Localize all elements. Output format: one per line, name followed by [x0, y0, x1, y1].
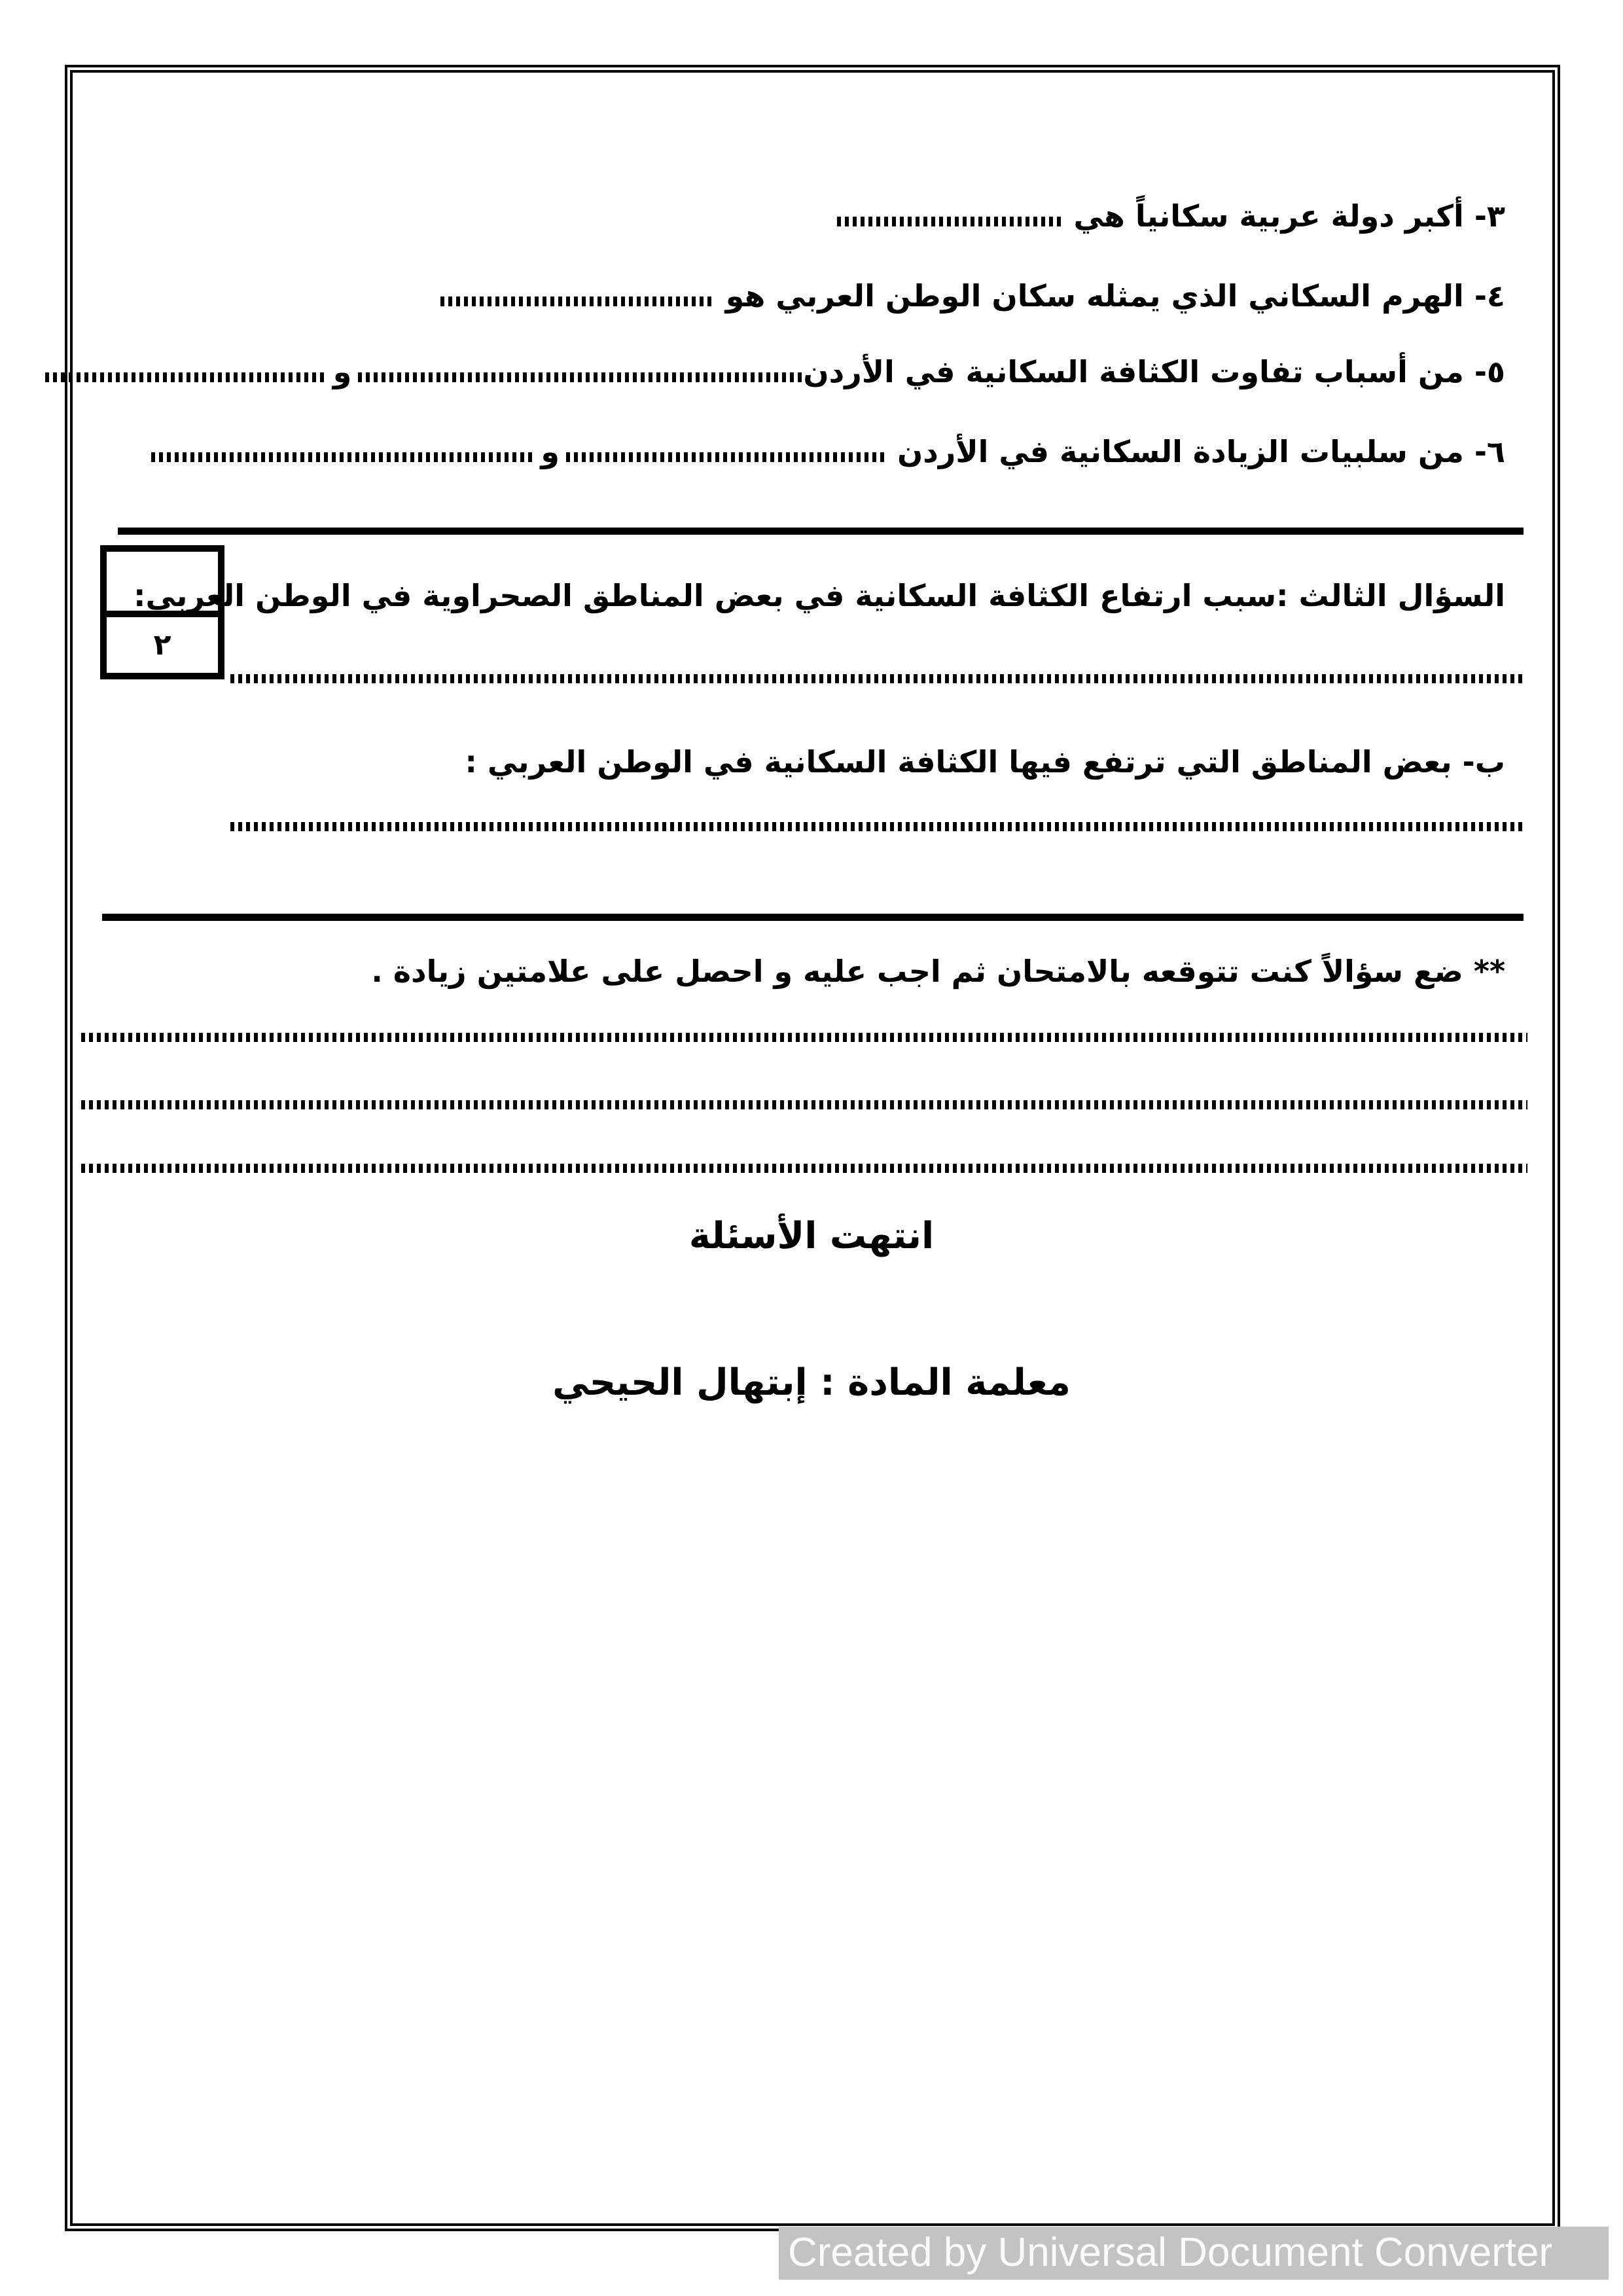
- section-divider-bottom: [102, 914, 1524, 921]
- watermark-banner: [779, 2227, 1609, 2280]
- question-6-blank-2: [151, 452, 534, 462]
- end-of-questions-text: انتهت الأسئلة: [688, 1215, 935, 1257]
- question-4-blank: [440, 296, 715, 306]
- score-value: ٢: [153, 628, 171, 662]
- teacher-signature-line: معلمة المادة : إبتهال الحيحي: [552, 1361, 1071, 1404]
- answer-line-part-a: [230, 674, 1524, 683]
- watermark-text: Created by Universal Document Converter: [788, 2230, 1553, 2275]
- question-4-label: ٤- الهرم السكاني الذي يمثله سكان الوطن العربي هو: [715, 278, 1505, 314]
- question-3-label: ٣- أكبر دولة عربية سكانياً هي: [1063, 198, 1505, 234]
- answer-line-part-b: [230, 822, 1524, 831]
- bonus-answer-line-3: [81, 1164, 1527, 1173]
- question-three-heading: السؤال الثالث :سبب ارتفاع الكثافة السكانية في بعض المناطق الصحراوية في الوطن العربي:: [134, 578, 1505, 613]
- question-three-part-b-heading: ب- بعض المناطق التي ترتفع فيها الكثافة السكانية في الوطن العربي :: [465, 744, 1505, 780]
- bonus-note: ** ضع سؤالاً كنت تتوقعه بالامتحان ثم اجب عليه و احصل على علامتين زيادة .: [371, 954, 1505, 989]
- question-5-line: [45, 351, 1505, 393]
- question-6-blank-1: [566, 452, 887, 462]
- question-5-conjunction: و: [332, 354, 352, 389]
- question-6-conjunction: و: [541, 434, 560, 469]
- question-5-blank-2: [45, 372, 327, 382]
- question-6-line: [151, 431, 1505, 473]
- question-3-blank: [837, 217, 1063, 226]
- section-divider-top: [118, 528, 1524, 535]
- question-5-label: ٥- من أسباب تفاوت الكثافة السكانية في الأردن: [803, 354, 1505, 389]
- question-6-label: ٦- من سلبيات الزيادة السكانية في الأردن: [886, 434, 1505, 469]
- question-5-blank-1: [358, 372, 803, 382]
- question-3-line: [837, 195, 1505, 237]
- bonus-answer-line-2: [81, 1100, 1527, 1109]
- question-4-line: [440, 275, 1505, 317]
- bonus-answer-line-1: [81, 1033, 1527, 1042]
